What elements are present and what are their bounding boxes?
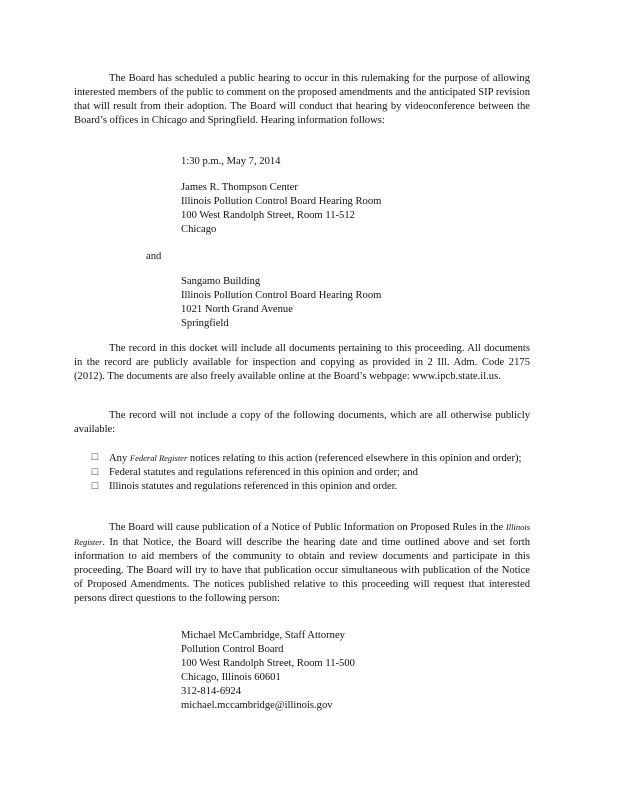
list-item — [91, 480, 531, 494]
checkbox-square-icon: □ — [91, 481, 99, 492]
item1-prefix: Any — [109, 453, 128, 464]
chicago-location-block — [181, 181, 381, 237]
checkbox-square-icon: □ — [91, 467, 99, 478]
contact-org: Pollution Control Board — [181, 644, 284, 655]
chicago-building: James R. Thompson Center — [181, 182, 298, 193]
list-item — [91, 466, 531, 480]
publication-paragraph — [74, 520, 530, 606]
springfield-building: Sangamo Building — [181, 276, 261, 287]
springfield-location-block — [181, 275, 381, 331]
chicago-city: Chicago — [181, 224, 217, 235]
checkbox-square-icon: □ — [91, 452, 99, 463]
item2-text: Federal statutes and regulations referenced in this opinion and order; and — [109, 467, 418, 478]
hearing-time-block — [181, 155, 280, 169]
publication-part2: . In that Notice, the Board will describe the hearing date and time outlined above and set forth information to aid members of the community to obtain and review documents and participate in this proceeding. The Board will try to have that publication occur simultaneous with publication of the Notice of Proposed Amendments. The notices published relative to this proceeding will request that interested persons direct questions to the following person: — [74, 537, 530, 604]
hearing-time: 1:30 p.m., May 7, 2014 — [181, 156, 281, 167]
item3-text: Illinois statutes and regulations referenced in this opinion and order. — [109, 481, 398, 492]
intro-paragraph: The Board has scheduled a public hearing to occur in this rulemaking for the purpose of allowing interested members of the public to comment on the proposed amendments and the anticipated SIP revision that will result from their adoption. The Board will conduct that hearing by videoconference between the Board’s offices in Chicago and Springfield. Hearing information follows: — [74, 73, 530, 126]
excluded-documents-list — [91, 451, 531, 494]
contact-phone: 312-814-6924 — [181, 686, 242, 697]
exclusion-paragraph: The record will not include a copy of the following documents, which are all otherwise publicly available: — [74, 410, 530, 435]
item1-italic: Federal Register — [129, 453, 188, 463]
springfield-room: Illinois Pollution Control Board Hearing Room — [181, 290, 382, 301]
list-item — [91, 451, 531, 466]
chicago-street: 100 West Randolph Street, Room 11-512 — [181, 210, 355, 221]
springfield-city: Springfield — [181, 318, 229, 329]
contact-street: 100 West Randolph Street, Room 11-500 — [181, 658, 355, 669]
item1-rest: notices relating to this action (referenced elsewhere in this opinion and order); — [189, 453, 522, 464]
publication-italic: Illinois Register — [74, 522, 531, 547]
chicago-room: Illinois Pollution Control Board Hearing Room — [181, 196, 382, 207]
and-connector: and — [146, 251, 162, 262]
contact-name: Michael McCambridge, Staff Attorney — [181, 630, 345, 641]
springfield-street: 1021 North Grand Avenue — [181, 304, 293, 315]
contact-block — [181, 629, 355, 713]
record-paragraph: The record in this docket will include all documents pertaining to this proceeding. All documents in the record are publicly available for inspection and copying as provided in 2 Ill. Adm. Code 2175 (2012). The documents are also freely available online at the Board’s webpage: www.ipcb.state.il.us. — [74, 343, 530, 382]
publication-part1: The Board will cause publication of a Notice of Public Information on Proposed Rules in the — [109, 522, 504, 533]
contact-city: Chicago, Illinois 60601 — [181, 672, 281, 683]
contact-email: michael.mccambridge@illinois.gov — [181, 700, 333, 711]
